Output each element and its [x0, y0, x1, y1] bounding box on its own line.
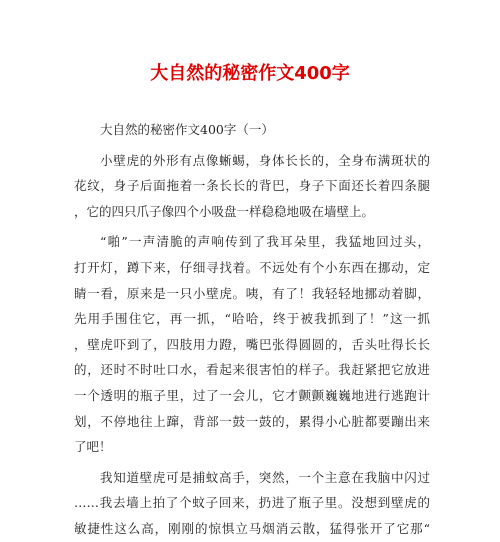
article-subheading: 大自然的秘密作文400字（一）	[100, 122, 274, 137]
text-line: 一个透明的瓶子里，过了一会儿，它才颤颤巍巍地进行逃跑计	[74, 387, 430, 403]
document-title: 大自然的秘密作文400字	[150, 63, 350, 84]
text-line: 打开灯，蹲下来，仔细寻找着。不远处有个小东西在挪动，定	[74, 259, 430, 275]
text-line: 花纹，身子后面拖着一条长长的背巴，身子下面还长着四条腿	[74, 178, 430, 194]
text-line: 了吧！	[74, 439, 112, 455]
text-line: ……我去墙上拍了个蚊子回来，扔进了瓶子里。没想到壁虎的	[74, 495, 430, 511]
text-line: 先用手围住它，再一抓，“哈哈，终于被我抓到了！”这一抓	[74, 311, 430, 327]
text-line: ，壁虎吓到了，四肢用力蹬，嘴巴张得圆圆的，舌头吐得长长	[74, 336, 430, 352]
text-line: 的，还时不时吐口水，看起来很害怕的样子。我赶紧把它放进	[74, 362, 430, 378]
text-line: 我知道壁虎可是捕蚊高手，突然，一个主意在我脑中闪过	[100, 469, 430, 485]
text-line: 睛一看，原来是一只小壁虎。咦，有了！我轻轻地挪动着脚，	[74, 285, 430, 301]
text-line: 小壁虎的外形有点像蜥蜴，身体长长的，全身布满斑状的	[100, 152, 430, 168]
text-line: 敏捷性这么高，刚刚的惊惧立马烟消云散，猛得张开了它那“	[74, 520, 430, 536]
paragraph-3	[74, 465, 430, 542]
text-line: ，它的四只爪子像四个小吸盘一样稳稳地吸在墙壁上。	[74, 203, 375, 219]
paragraph-1	[74, 148, 430, 225]
text-line: “啪”一声清脆的声响传到了我耳朵里，我猛地回过头，	[100, 234, 430, 250]
text-line: 划，不停地往上蹿，背部一鼓一鼓的，累得小心脏都要蹦出来	[74, 413, 430, 429]
article-body	[74, 117, 430, 542]
paragraph-2	[74, 229, 430, 459]
